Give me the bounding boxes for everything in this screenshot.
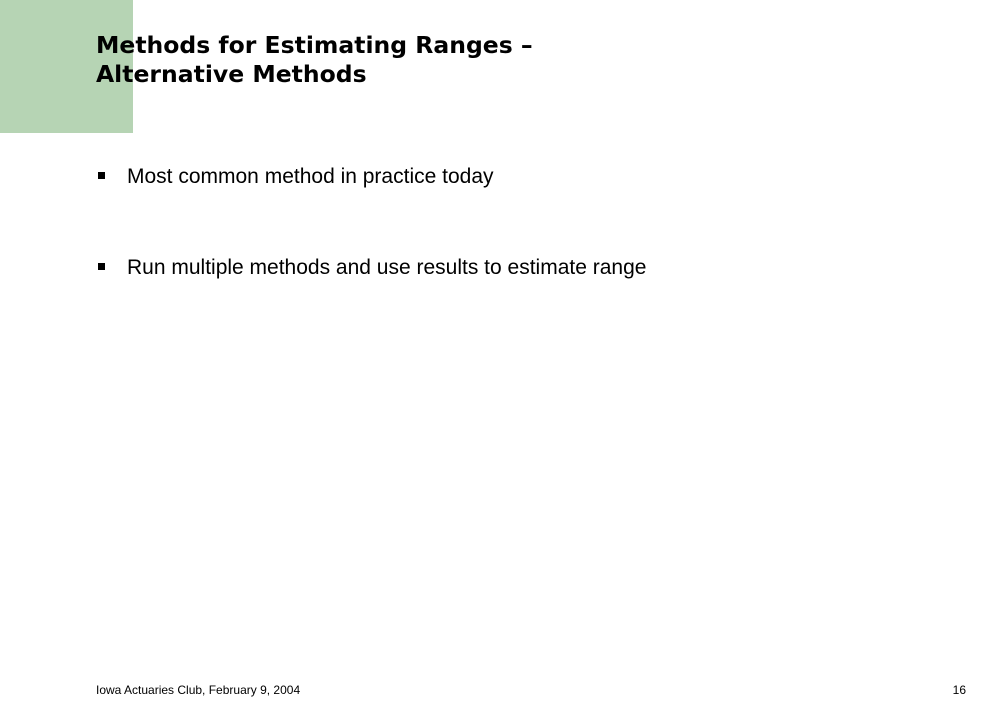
bullet-text: Most common method in practice today bbox=[127, 165, 494, 188]
square-bullet-icon bbox=[98, 263, 105, 270]
bullet-list bbox=[96, 160, 976, 342]
bullet-text: Run multiple methods and use results to estimate range bbox=[127, 256, 647, 279]
slide-title-line-2: Alternative Methods bbox=[96, 60, 367, 88]
slide-title-line-1: Methods for Estimating Ranges – bbox=[96, 31, 533, 59]
bullet-item bbox=[96, 251, 976, 285]
bullet-item bbox=[96, 160, 976, 194]
page-number: 16 bbox=[952, 683, 966, 697]
square-bullet-icon bbox=[98, 172, 105, 179]
slide-title bbox=[96, 31, 976, 89]
footer-text: Iowa Actuaries Club, February 9, 2004 bbox=[96, 683, 301, 697]
